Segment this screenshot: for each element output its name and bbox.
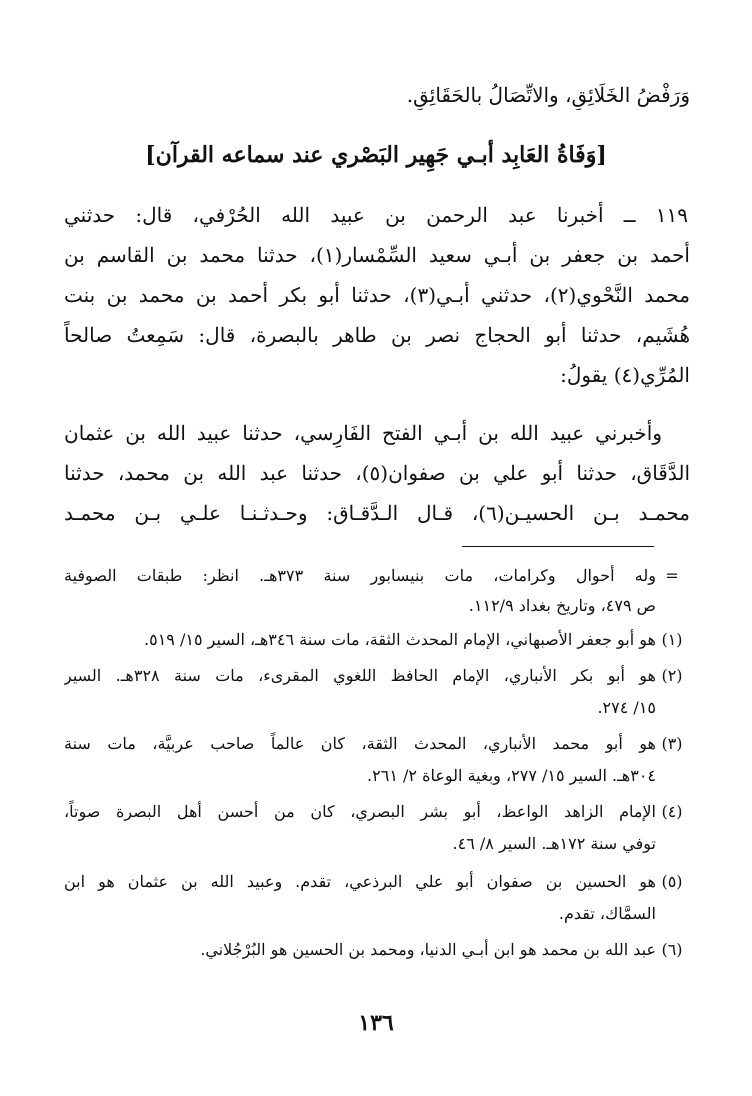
footnote-1-line-1: هو أبو جعفر الأصبهاني، الإمام المحدث الثقة، مات سنة ٣٤٦هـ، السير ١٥/ ٥١٩. — [144, 630, 656, 649]
footnote-6-line-1: عبد الله بن محمد هو ابن أبـي الدنيا، ومحمد بن الحسين هو البُرْجُلاني. — [200, 940, 656, 959]
paragraph-1-line-1: ١١٩ ــ أخبرنا عبد الرحمن بن عبيد الله الحُرْفي، قال: حدثني — [64, 203, 688, 227]
footnote-5-line-2: السمَّاك، تقدم. — [558, 904, 656, 923]
footnote-5-number: (٥) — [661, 872, 683, 891]
footnote-separator — [462, 546, 654, 547]
footnote-3-line-1: هو أبو محمد الأنباري، المحدث الثقة، كان عالماً صاحب عربيَّة، مات سنة — [64, 734, 656, 753]
footnote-5-line-1: هو الحسين بن صفوان أبو علي البرذعي، تقدم. وعبيد الله بن عثمان هو ابن — [64, 872, 656, 891]
paragraph-1-line-4: هُشَيم، حدثنا أبو الحجاج نصر بن طاهر بالبصرة، قال: سَمِعتُ صالحاً — [64, 323, 690, 347]
footnote-0-line-1: وله أحوال وكرامات، مات بنيسابور سنة ٣٧٣هـ. انظر: طبقات الصوفية — [64, 566, 656, 585]
paragraph-1-line-5: المُرِّي(٤) يقولُ: — [560, 363, 690, 387]
paragraph-2-line-1: وأخبرني عبيد الله بن أبـي الفتح الفَارِسي، حدثنا عبيد الله بن عثمان — [64, 421, 662, 445]
footnote-3-line-2: ٣٠٤هـ. السير ١٥/ ٢٧٧، وبغية الوعاة ٢/ ٢٦١. — [367, 766, 656, 785]
footnote-1-number: (١) — [661, 630, 683, 649]
paragraph-2-line-3: محمـد بـن الحسيـن(٦)، قـال الـدَّقـاق: وحـدثـنـا علـي بـن محمـد — [64, 501, 690, 525]
footnote-4-line-1: الإمام الزاهد الواعظ، أبو بشر البصري، كان من أحسن أهل البصرة صوتاً، — [64, 802, 656, 821]
footnote-2-line-2: ١٥/ ٢٧٤. — [597, 698, 656, 717]
footnote-2-line-1: هو أبو بكر الأنباري، الإمام الحافظ اللغوي المقرىء، مات سنة ٣٢٨هـ. السير — [64, 666, 656, 685]
footnote-4-line-2: توفي سنة ١٧٢هـ. السير ٨/ ٤٦. — [452, 834, 656, 853]
footnote-0-line-2: ص ٤٧٩، وتاريخ بغداد ١١٢/٩. — [468, 596, 656, 615]
paragraph-1-line-3: محمد النَّحْوي(٢)، حدثني أبـي(٣)، حدثنا أبو بكر أحمد بن محمد بن بنت — [64, 283, 690, 307]
footnote-2-number: (٢) — [661, 666, 683, 685]
footnote-continuation-mark: = — [665, 566, 679, 585]
opening-line: وَرَفْضُ الخَلَائِقِ، والاتِّصَالُ بالحَقَائِقِ. — [406, 83, 690, 107]
paragraph-1-line-2: أحمد بن جعفر بن أبـي سعيد السِّمْسار(١)، حدثنا محمد بن القاسم بن — [64, 243, 690, 267]
footnote-6-number: (٦) — [661, 940, 683, 959]
page-number: ١٣٦ — [358, 1010, 394, 1036]
footnote-3-number: (٣) — [661, 734, 683, 753]
paragraph-2-line-2: الدَّقَاق، حدثنا أبو علي بن صفوان(٥)، حدثنا عبد الله بن محمد، حدثنا — [64, 461, 690, 485]
footnote-4-number: (٤) — [661, 802, 683, 821]
section-heading: [وَفَاةُ العَابِد أبـي جَهِير البَصْري عند سماعه القرآن] — [145, 142, 607, 168]
